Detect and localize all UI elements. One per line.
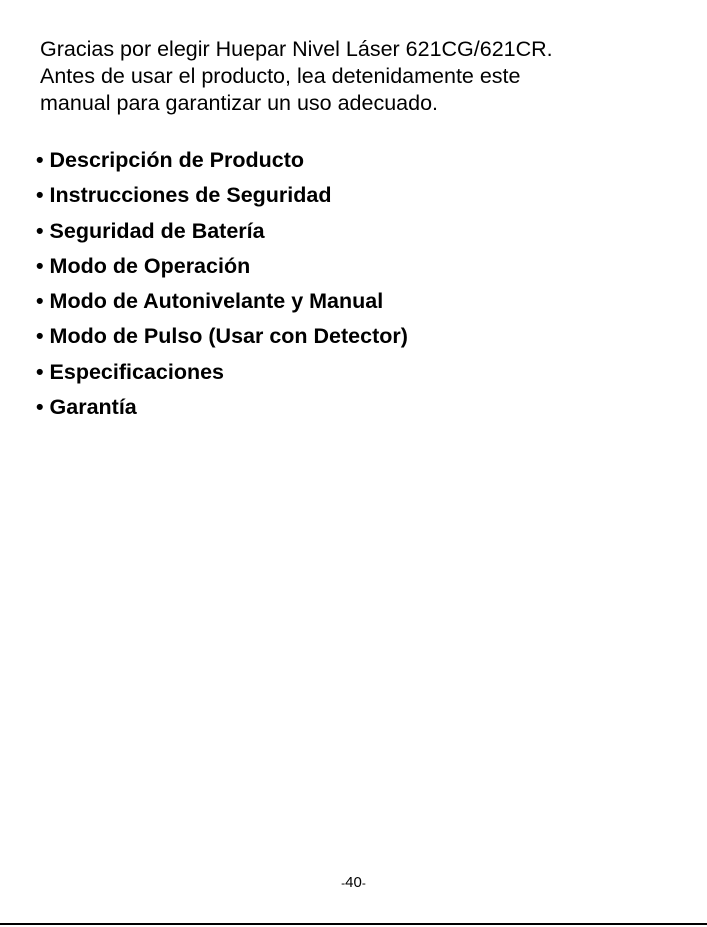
bullet: •	[36, 289, 44, 314]
contents-item-label: Seguridad de Batería	[49, 218, 265, 243]
bullet: •	[36, 148, 44, 172]
contents-item-label: Descripción de Producto	[49, 148, 304, 172]
bullet: •	[36, 183, 44, 208]
contents-item-label: Modo de Operación	[49, 253, 251, 278]
intro-line: manual para garantizar un uso adecuado.	[40, 91, 439, 115]
contents-item	[36, 181, 408, 216]
intro-paragraph	[40, 36, 680, 117]
contents-item	[36, 146, 408, 181]
page-number-dash: -	[341, 876, 346, 890]
contents-item	[36, 287, 408, 322]
contents-item	[36, 393, 408, 428]
contents-item	[36, 217, 408, 252]
contents-item-label: Especificaciones	[49, 359, 225, 384]
contents-item-label: Garantía	[49, 395, 137, 420]
page-number-value: 40	[345, 874, 362, 891]
bottom-rule	[0, 923, 707, 925]
bullet: •	[36, 218, 44, 243]
contents-item	[36, 358, 408, 393]
page-number-dash: -	[361, 876, 366, 890]
contents-item-label: Modo de Autonivelante y Manual	[49, 289, 384, 314]
intro-line: Gracias por elegir Huepar Nivel Láser 621CG/621CR.	[40, 37, 553, 61]
page-number	[0, 874, 707, 891]
contents-list	[36, 146, 408, 428]
bullet: •	[36, 324, 44, 349]
contents-item	[36, 252, 408, 287]
bullet: •	[36, 359, 44, 384]
contents-item-label: Modo de Pulso (Usar con Detector)	[49, 324, 408, 349]
bullet: •	[36, 395, 44, 420]
contents-item	[36, 322, 408, 357]
intro-line: Antes de usar el producto, lea detenidamente este	[40, 64, 521, 88]
bullet: •	[36, 253, 44, 278]
contents-item-label: Instrucciones de Seguridad	[49, 183, 332, 208]
